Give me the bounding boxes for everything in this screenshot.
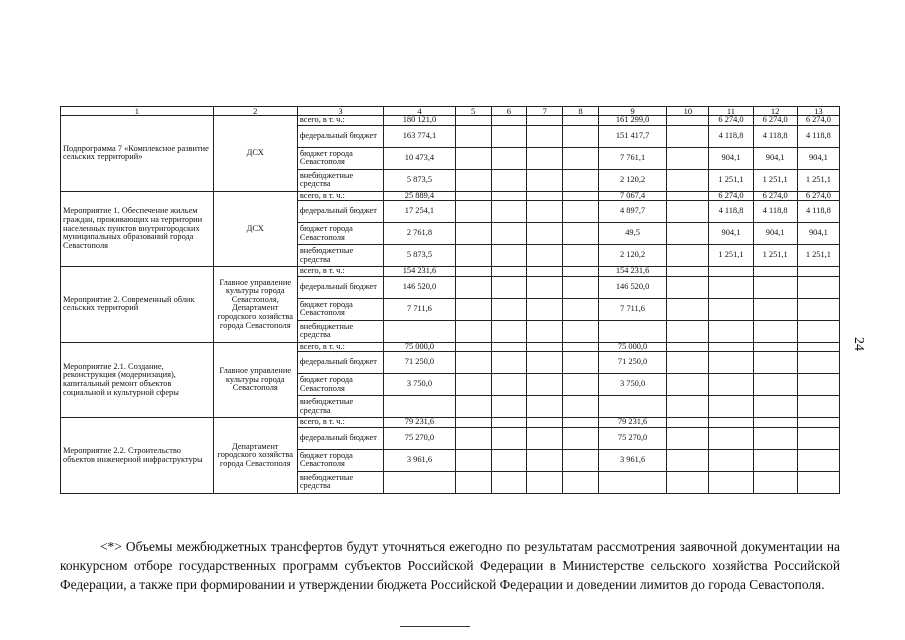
amount-cell — [455, 245, 491, 267]
amount-cell: 163 774,1 — [384, 125, 456, 147]
funding-source-cell: федеральный бюджет — [297, 201, 383, 223]
amount-cell — [667, 427, 709, 449]
amount-cell — [667, 418, 709, 428]
amount-cell — [491, 147, 527, 169]
amount-cell — [563, 342, 599, 352]
amount-cell — [563, 298, 599, 320]
amount-cell — [455, 449, 491, 471]
amount-cell: 2 120,2 — [598, 245, 666, 267]
footnote-text: <*> Объемы межбюджетных трансфертов будут уточняться ежегодно по результатам рассмотрения заявочной документации на конкурсном отборе государственных программ субъектов Российской Федерации в Министерстве сельского хозяйства Российской Федерации, а также при формировании и утверждении бюджета Российской Федерации и доведении лимитов до города Севастополя. — [60, 539, 840, 592]
funding-source-cell: бюджет города Севастополя — [297, 298, 383, 320]
funding-source-cell: федеральный бюджет — [297, 352, 383, 374]
amount-cell — [384, 471, 456, 493]
amount-cell — [527, 396, 563, 418]
amount-cell: 2 120,2 — [598, 169, 666, 191]
amount-cell — [709, 352, 753, 374]
amount-cell — [667, 245, 709, 267]
amount-cell — [527, 342, 563, 352]
amount-cell: 154 231,6 — [598, 267, 666, 277]
amount-cell — [797, 298, 839, 320]
amount-cell — [709, 320, 753, 342]
amount-cell — [455, 201, 491, 223]
amount-cell — [527, 125, 563, 147]
amount-cell: 7 711,6 — [384, 298, 456, 320]
amount-cell — [527, 374, 563, 396]
amount-cell — [527, 191, 563, 201]
table-row — [61, 342, 840, 352]
amount-cell — [491, 169, 527, 191]
program-name-cell: Мероприятие 2.1. Создание, реконструкция (модернизация), капитальный ремонт объектов социальной и культурной сферы — [61, 342, 214, 418]
amount-cell — [491, 427, 527, 449]
amount-cell: 904,1 — [753, 147, 797, 169]
header-cell: 1 — [61, 107, 214, 116]
program-name-cell: Мероприятие 2.2. Строительство объектов инженерной инфраструктуры — [61, 418, 214, 494]
amount-cell — [667, 320, 709, 342]
amount-cell — [709, 449, 753, 471]
amount-cell — [563, 418, 599, 428]
amount-cell: 3 750,0 — [598, 374, 666, 396]
amount-cell — [563, 169, 599, 191]
amount-cell — [491, 267, 527, 277]
amount-cell: 146 520,0 — [598, 276, 666, 298]
amount-cell — [797, 342, 839, 352]
table-row — [61, 116, 840, 126]
amount-cell: 180 121,0 — [384, 116, 456, 126]
amount-cell — [491, 223, 527, 245]
amount-cell — [667, 169, 709, 191]
executor-cell: ДСХ — [213, 191, 297, 267]
amount-cell: 4 118,8 — [797, 201, 839, 223]
amount-cell — [709, 471, 753, 493]
program-name-cell: Мероприятие 2. Современный облик сельских территорий — [61, 267, 214, 343]
amount-cell — [667, 449, 709, 471]
amount-cell — [753, 276, 797, 298]
amount-cell: 904,1 — [797, 147, 839, 169]
amount-cell — [797, 418, 839, 428]
amount-cell: 6 274,0 — [753, 116, 797, 126]
amount-cell: 6 274,0 — [797, 116, 839, 126]
amount-cell — [753, 418, 797, 428]
amount-cell: 3 961,6 — [598, 449, 666, 471]
amount-cell: 7 067,4 — [598, 191, 666, 201]
header-cell: 3 — [297, 107, 383, 116]
amount-cell — [667, 201, 709, 223]
amount-cell — [753, 427, 797, 449]
amount-cell — [491, 396, 527, 418]
amount-cell — [491, 245, 527, 267]
executor-cell: Главное управление культуры города Севастополя — [213, 342, 297, 418]
amount-cell — [563, 267, 599, 277]
page-number: 24 — [851, 337, 866, 351]
amount-cell — [563, 427, 599, 449]
amount-cell — [797, 449, 839, 471]
header-cell: 9 — [598, 107, 666, 116]
program-name-cell: Мероприятие 1. Обеспечение жильем граждан, проживающих на территории населенных пунктов внутригородских муниципальных образований города Севастополя — [61, 191, 214, 267]
amount-cell — [709, 374, 753, 396]
amount-cell: 75 000,0 — [384, 342, 456, 352]
table-row — [61, 267, 840, 277]
amount-cell — [667, 374, 709, 396]
amount-cell — [797, 276, 839, 298]
funding-source-cell: всего, в т. ч.: — [297, 116, 383, 126]
funding-source-cell: внебюджетные средства — [297, 396, 383, 418]
amount-cell — [455, 342, 491, 352]
amount-cell — [563, 320, 599, 342]
amount-cell: 1 251,1 — [753, 169, 797, 191]
amount-cell — [455, 352, 491, 374]
funding-source-cell: федеральный бюджет — [297, 427, 383, 449]
amount-cell: 75 270,0 — [598, 427, 666, 449]
amount-cell: 75 270,0 — [384, 427, 456, 449]
amount-cell — [563, 396, 599, 418]
amount-cell — [563, 191, 599, 201]
amount-cell — [455, 298, 491, 320]
amount-cell: 3 750,0 — [384, 374, 456, 396]
amount-cell — [563, 116, 599, 126]
footnote — [60, 537, 840, 594]
amount-cell: 4 118,8 — [753, 125, 797, 147]
amount-cell — [491, 374, 527, 396]
executor-cell: Департамент городского хозяйства города Севастополя — [213, 418, 297, 494]
amount-cell — [563, 147, 599, 169]
amount-cell — [753, 342, 797, 352]
amount-cell: 904,1 — [709, 223, 753, 245]
amount-cell — [491, 342, 527, 352]
table-body — [61, 107, 840, 494]
amount-cell — [797, 427, 839, 449]
amount-cell: 4 118,8 — [709, 125, 753, 147]
amount-cell: 146 520,0 — [384, 276, 456, 298]
amount-cell — [455, 169, 491, 191]
bottom-rule — [400, 626, 470, 627]
funding-source-cell: федеральный бюджет — [297, 125, 383, 147]
amount-cell — [667, 298, 709, 320]
amount-cell — [667, 396, 709, 418]
amount-cell — [491, 276, 527, 298]
amount-cell: 904,1 — [753, 223, 797, 245]
amount-cell — [527, 427, 563, 449]
amount-cell — [455, 276, 491, 298]
amount-cell — [797, 396, 839, 418]
header-cell: 6 — [491, 107, 527, 116]
amount-cell — [709, 396, 753, 418]
amount-cell: 79 231,6 — [384, 418, 456, 428]
executor-cell: Главное управление культуры города Севастополя, Департамент городского хозяйства города Севастополя — [213, 267, 297, 343]
amount-cell — [563, 471, 599, 493]
amount-cell: 4 118,8 — [753, 201, 797, 223]
amount-cell — [667, 125, 709, 147]
funding-source-cell: всего, в т. ч.: — [297, 191, 383, 201]
amount-cell — [667, 147, 709, 169]
funding-source-cell: внебюджетные средства — [297, 245, 383, 267]
amount-cell: 154 231,6 — [384, 267, 456, 277]
amount-cell — [797, 471, 839, 493]
amount-cell — [753, 267, 797, 277]
funding-source-cell: бюджет города Севастополя — [297, 449, 383, 471]
amount-cell — [667, 471, 709, 493]
amount-cell — [527, 147, 563, 169]
program-name-cell: Подпрограмма 7 «Комплексное развитие сельских территорий» — [61, 116, 214, 192]
funding-table — [60, 106, 840, 494]
amount-cell — [527, 267, 563, 277]
header-cell: 4 — [384, 107, 456, 116]
amount-cell — [455, 125, 491, 147]
amount-cell — [491, 201, 527, 223]
header-cell: 11 — [709, 107, 753, 116]
amount-cell — [797, 267, 839, 277]
amount-cell — [563, 352, 599, 374]
amount-cell — [563, 449, 599, 471]
amount-cell — [491, 352, 527, 374]
amount-cell — [753, 374, 797, 396]
amount-cell — [709, 267, 753, 277]
amount-cell — [527, 471, 563, 493]
amount-cell: 17 254,1 — [384, 201, 456, 223]
amount-cell: 1 251,1 — [797, 245, 839, 267]
amount-cell — [709, 276, 753, 298]
amount-cell — [527, 201, 563, 223]
amount-cell — [563, 245, 599, 267]
amount-cell — [455, 418, 491, 428]
amount-cell — [455, 374, 491, 396]
funding-source-cell: всего, в т. ч.: — [297, 267, 383, 277]
amount-cell — [527, 276, 563, 298]
amount-cell — [491, 418, 527, 428]
amount-cell — [667, 352, 709, 374]
amount-cell: 6 274,0 — [709, 191, 753, 201]
amount-cell — [455, 427, 491, 449]
amount-cell: 75 000,0 — [598, 342, 666, 352]
amount-cell — [491, 116, 527, 126]
funding-source-cell: всего, в т. ч.: — [297, 418, 383, 428]
amount-cell — [563, 223, 599, 245]
amount-cell — [455, 116, 491, 126]
amount-cell: 4 118,8 — [709, 201, 753, 223]
amount-cell — [455, 320, 491, 342]
table-row — [61, 418, 840, 428]
amount-cell — [455, 267, 491, 277]
amount-cell — [563, 276, 599, 298]
amount-cell — [491, 125, 527, 147]
amount-cell: 7 761,1 — [598, 147, 666, 169]
amount-cell — [709, 342, 753, 352]
amount-cell — [491, 471, 527, 493]
amount-cell — [455, 396, 491, 418]
amount-cell — [563, 125, 599, 147]
amount-cell: 1 251,1 — [709, 169, 753, 191]
amount-cell — [667, 191, 709, 201]
amount-cell — [455, 471, 491, 493]
funding-source-cell: внебюджетные средства — [297, 169, 383, 191]
amount-cell: 6 274,0 — [797, 191, 839, 201]
amount-cell — [455, 147, 491, 169]
amount-cell — [709, 298, 753, 320]
amount-cell — [384, 396, 456, 418]
amount-cell — [563, 374, 599, 396]
amount-cell — [491, 191, 527, 201]
amount-cell — [797, 374, 839, 396]
header-cell: 8 — [563, 107, 599, 116]
amount-cell: 5 873,5 — [384, 245, 456, 267]
amount-cell — [455, 223, 491, 245]
amount-cell — [753, 352, 797, 374]
amount-cell — [527, 245, 563, 267]
amount-cell — [598, 396, 666, 418]
amount-cell: 5 873,5 — [384, 169, 456, 191]
amount-cell: 6 274,0 — [753, 191, 797, 201]
amount-cell: 4 897,7 — [598, 201, 666, 223]
funding-source-cell: внебюджетные средства — [297, 320, 383, 342]
funding-source-cell: бюджет города Севастополя — [297, 147, 383, 169]
amount-cell: 3 961,6 — [384, 449, 456, 471]
amount-cell — [797, 320, 839, 342]
header-cell: 2 — [213, 107, 297, 116]
amount-cell — [491, 320, 527, 342]
amount-cell: 71 250,0 — [598, 352, 666, 374]
amount-cell — [563, 201, 599, 223]
header-cell: 5 — [455, 107, 491, 116]
amount-cell — [667, 276, 709, 298]
amount-cell: 2 761,8 — [384, 223, 456, 245]
amount-cell: 49,5 — [598, 223, 666, 245]
amount-cell — [491, 298, 527, 320]
amount-cell: 10 473,4 — [384, 147, 456, 169]
funding-source-cell: внебюджетные средства — [297, 471, 383, 493]
amount-cell: 6 274,0 — [709, 116, 753, 126]
amount-cell — [455, 191, 491, 201]
amount-cell: 25 889,4 — [384, 191, 456, 201]
amount-cell: 79 231,6 — [598, 418, 666, 428]
amount-cell: 904,1 — [709, 147, 753, 169]
amount-cell: 7 711,6 — [598, 298, 666, 320]
amount-cell — [667, 342, 709, 352]
amount-cell: 1 251,1 — [753, 245, 797, 267]
amount-cell: 161 299,0 — [598, 116, 666, 126]
amount-cell — [797, 352, 839, 374]
amount-cell — [527, 449, 563, 471]
table-row — [61, 191, 840, 201]
amount-cell — [527, 352, 563, 374]
header-cell: 10 — [667, 107, 709, 116]
amount-cell — [384, 320, 456, 342]
funding-source-cell: бюджет города Севастополя — [297, 223, 383, 245]
amount-cell — [753, 396, 797, 418]
header-row — [61, 107, 840, 116]
amount-cell — [667, 223, 709, 245]
amount-cell: 1 251,1 — [709, 245, 753, 267]
amount-cell — [491, 449, 527, 471]
funding-source-cell: бюджет города Севастополя — [297, 374, 383, 396]
amount-cell — [753, 298, 797, 320]
funding-source-cell: федеральный бюджет — [297, 276, 383, 298]
amount-cell — [709, 418, 753, 428]
amount-cell — [527, 320, 563, 342]
amount-cell — [527, 169, 563, 191]
executor-cell: ДСХ — [213, 116, 297, 192]
amount-cell — [667, 267, 709, 277]
amount-cell — [667, 116, 709, 126]
amount-cell — [527, 116, 563, 126]
amount-cell — [598, 320, 666, 342]
amount-cell: 151 417,7 — [598, 125, 666, 147]
funding-source-cell: всего, в т. ч.: — [297, 342, 383, 352]
amount-cell — [753, 449, 797, 471]
amount-cell — [527, 418, 563, 428]
amount-cell: 71 250,0 — [384, 352, 456, 374]
amount-cell — [709, 427, 753, 449]
amount-cell: 904,1 — [797, 223, 839, 245]
amount-cell — [753, 320, 797, 342]
amount-cell — [598, 471, 666, 493]
amount-cell — [753, 471, 797, 493]
amount-cell — [527, 223, 563, 245]
amount-cell: 4 118,8 — [797, 125, 839, 147]
header-cell: 12 — [753, 107, 797, 116]
amount-cell: 1 251,1 — [797, 169, 839, 191]
header-cell: 7 — [527, 107, 563, 116]
amount-cell — [527, 298, 563, 320]
header-cell: 13 — [797, 107, 839, 116]
